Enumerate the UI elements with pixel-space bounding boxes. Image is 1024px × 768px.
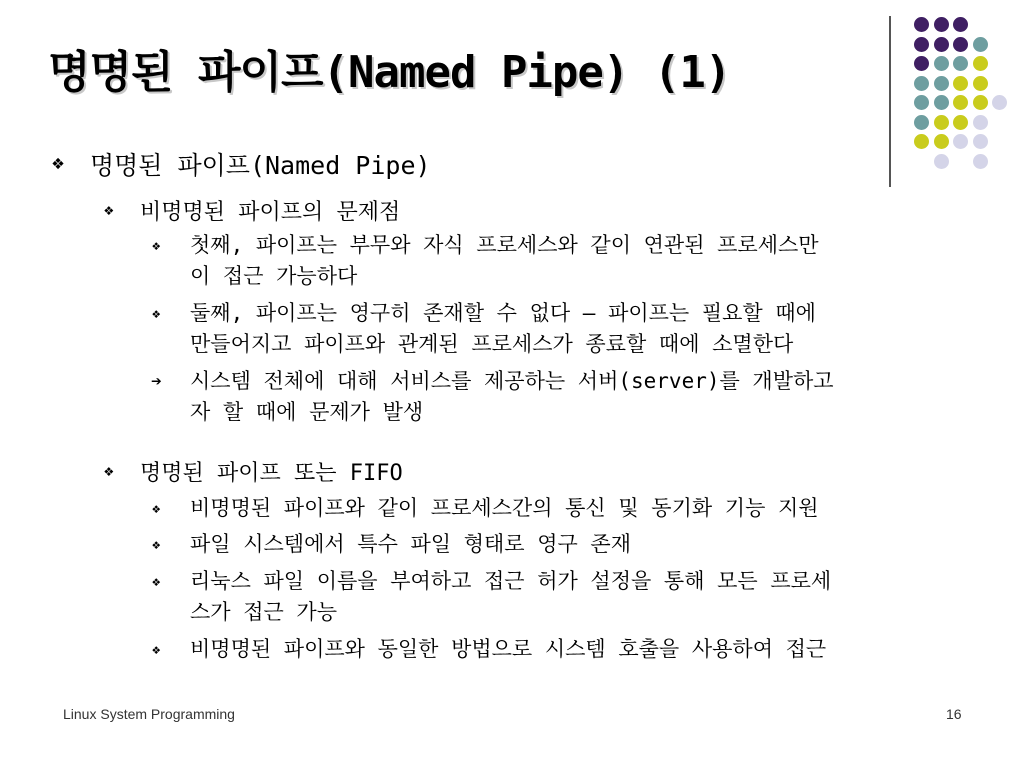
diamond-bullet-icon: ❖ (152, 306, 161, 322)
bullet-text-line: 리눅스 파일 이름을 부여하고 접근 허가 설정을 통해 모든 프로세 (190, 569, 832, 593)
bullet-text: 파일 시스템에서 특수 파일 형태로 영구 존재 (190, 532, 632, 556)
bullet-text-line: 만들어지고 파이프와 관계된 프로세스가 종료할 때에 소멸한다 (190, 332, 794, 356)
diamond-bullet-icon: ❖ (152, 238, 161, 254)
bullet-text-line: 첫째, 파이프는 부무와 자식 프로세스와 같이 연관된 프로세스만 (190, 233, 819, 257)
bullet-text-line: 이 접근 가능하다 (190, 264, 358, 288)
bullet-text: 명명된 파이프 또는 FIFO (140, 461, 403, 486)
diamond-bullet-icon: ❖ (152, 574, 161, 590)
bullet-text: 명명된 파이프(Named Pipe) (90, 151, 431, 180)
diamond-bullet-icon: ❖ (152, 537, 161, 553)
footer-course-name: Linux System Programming (63, 706, 235, 722)
diamond-bullet-icon: ❖ (52, 150, 65, 174)
diamond-bullet-icon: ❖ (104, 200, 114, 219)
bullet-text: 비명명된 파이프의 문제점 (140, 200, 401, 225)
arrow-bullet-icon: ➔ (151, 371, 162, 392)
diamond-bullet-icon: ❖ (104, 461, 114, 480)
diamond-bullet-icon: ❖ (152, 642, 161, 658)
slide-title: 명명된 파이프(Named Pipe) (1) (48, 47, 731, 98)
bullet-text: 비명명된 파이프와 같이 프로세스간의 통신 및 동기화 기능 지원 (190, 496, 819, 520)
bullet-text-line: 둘째, 파이프는 영구히 존재할 수 없다 – 파이프는 필요할 때에 (190, 301, 816, 325)
bullet-text-line: 자 할 때에 문제가 발생 (190, 400, 424, 424)
bullet-text-line: 시스템 전체에 대해 서비스를 제공하는 서버(server)를 개발하고 (190, 369, 834, 393)
diamond-bullet-icon: ❖ (152, 501, 161, 517)
bullet-text-line: 스가 접근 가능 (190, 600, 338, 624)
footer-page-number: 16 (946, 706, 962, 722)
bullet-text: 비명명된 파이프와 동일한 방법으로 시스템 호출을 사용하여 접근 (190, 637, 827, 661)
